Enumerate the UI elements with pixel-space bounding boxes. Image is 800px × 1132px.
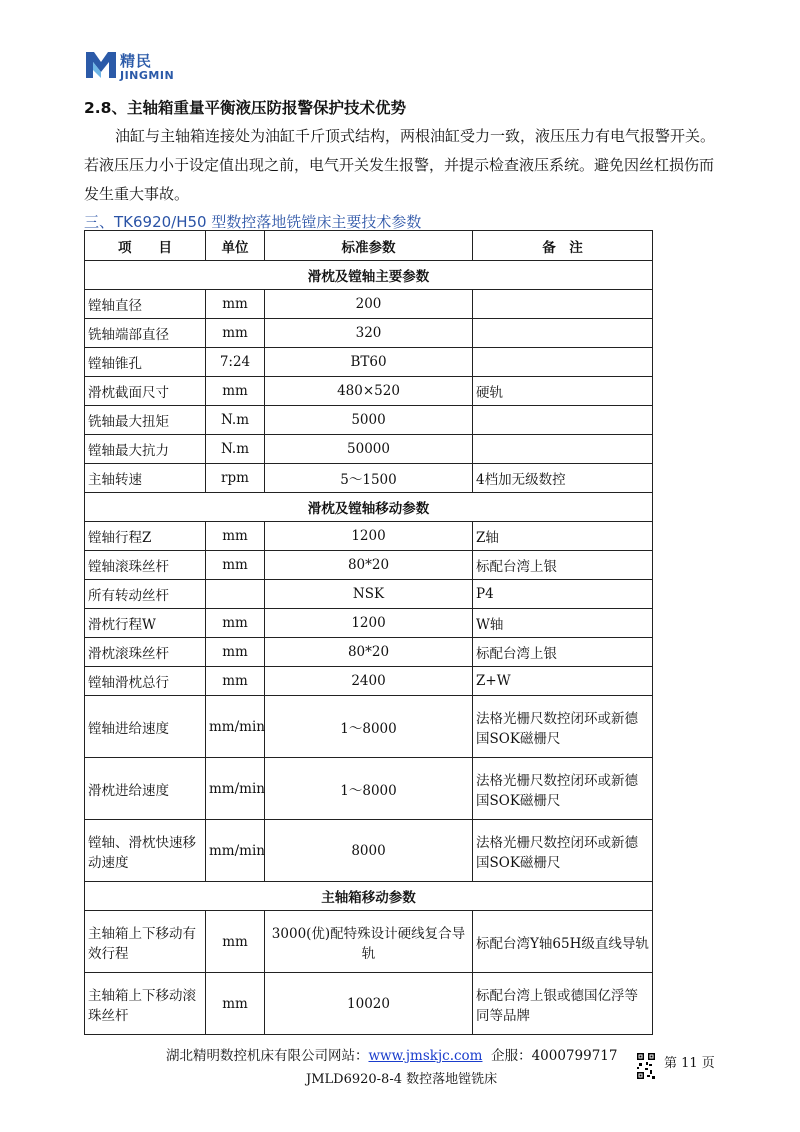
cell-remark: 标配台湾上银 xyxy=(473,638,653,667)
cell-item: 镗轴锥孔 xyxy=(85,348,206,377)
cell-item: 镗轴最大抗力 xyxy=(85,435,206,464)
cell-unit: 7:24 xyxy=(206,348,265,377)
table-row xyxy=(85,464,653,493)
cell-unit: mm xyxy=(206,609,265,638)
cell-item: 滑枕滚珠丝杆 xyxy=(85,638,206,667)
header-unit: 单位 xyxy=(206,231,265,261)
cell-item: 主轴箱上下移动滚珠丝杆 xyxy=(85,973,206,1035)
table-group-row xyxy=(85,882,653,911)
jingmin-logo-icon xyxy=(84,48,118,80)
cell-standard: 2400 xyxy=(265,667,473,696)
cell-remark: 法格光栅尺数控闭环或新德国SOK磁栅尺 xyxy=(473,696,653,758)
header-standard: 标准参数 xyxy=(265,231,473,261)
cell-item: 滑枕截面尺寸 xyxy=(85,377,206,406)
cell-standard: 200 xyxy=(265,290,473,319)
footer-doc-code: JMLD6920-8-4 数控落地镗铣床 xyxy=(306,1072,498,1087)
cell-unit: N.m xyxy=(206,406,265,435)
cell-remark: 硬轨 xyxy=(473,377,653,406)
cell-unit: mm xyxy=(206,319,265,348)
cell-standard: 320 xyxy=(265,319,473,348)
cell-standard: 8000 xyxy=(265,820,473,882)
cell-remark xyxy=(473,319,653,348)
cell-standard: 1～8000 xyxy=(265,696,473,758)
cell-remark xyxy=(473,348,653,377)
spec-table xyxy=(84,230,653,1035)
cell-remark: 4档加无级数控 xyxy=(473,464,653,493)
cell-unit: mm xyxy=(206,973,265,1035)
cell-unit: mm/min xyxy=(206,758,265,820)
cell-item: 镗轴直径 xyxy=(85,290,206,319)
cell-remark: 标配台湾Y轴65H级直线导轨 xyxy=(473,911,653,973)
cell-item: 镗轴行程Z xyxy=(85,522,206,551)
page-number: 第 11 页 xyxy=(664,1056,715,1071)
cell-unit: mm xyxy=(206,638,265,667)
table-row xyxy=(85,973,653,1035)
logo-text-cn: 精民 xyxy=(120,52,153,70)
cell-item: 镗轴滑枕总行 xyxy=(85,667,206,696)
cell-unit: mm xyxy=(206,667,265,696)
table-row xyxy=(85,551,653,580)
table-row xyxy=(85,435,653,464)
qr-code-icon xyxy=(636,1052,656,1080)
cell-item: 铣轴端部直径 xyxy=(85,319,206,348)
header-item: 项 目 xyxy=(85,231,206,261)
cell-item: 镗轴进给速度 xyxy=(85,696,206,758)
cell-unit: mm xyxy=(206,377,265,406)
cell-remark: W轴 xyxy=(473,609,653,638)
cell-item: 所有转动丝杆 xyxy=(85,580,206,609)
table-row xyxy=(85,377,653,406)
cell-remark: 标配台湾上银或德国亿浮等同等品牌 xyxy=(473,973,653,1035)
footer-contact xyxy=(166,1044,617,1064)
cell-item: 铣轴最大扭矩 xyxy=(85,406,206,435)
website-link[interactable]: www.jmskjc.com xyxy=(368,1048,483,1064)
cell-remark: P4 xyxy=(473,580,653,609)
table-row xyxy=(85,696,653,758)
cell-standard: 1200 xyxy=(265,609,473,638)
table-row xyxy=(85,609,653,638)
table-row xyxy=(85,406,653,435)
cell-unit: mm xyxy=(206,290,265,319)
cell-remark: 标配台湾上银 xyxy=(473,551,653,580)
cell-unit: mm xyxy=(206,522,265,551)
cell-standard: 1～8000 xyxy=(265,758,473,820)
table-row xyxy=(85,820,653,882)
table-group-row xyxy=(85,261,653,290)
cell-remark: Z+W xyxy=(473,667,653,696)
cell-item: 镗轴、滑枕快速移动速度 xyxy=(85,820,206,882)
cell-remark: Z轴 xyxy=(473,522,653,551)
cell-standard: 1200 xyxy=(265,522,473,551)
cell-unit: N.m xyxy=(206,435,265,464)
cell-remark xyxy=(473,290,653,319)
cell-standard: 5000 xyxy=(265,406,473,435)
cell-item: 滑枕进给速度 xyxy=(85,758,206,820)
section-title: 三、TK6920/H50 型数控落地铣镗床主要技术参数 xyxy=(84,213,422,231)
table-group-row xyxy=(85,493,653,522)
footer-phone: 企服：4000799717 xyxy=(491,1048,618,1064)
table-header-row xyxy=(85,231,653,261)
table-row xyxy=(85,667,653,696)
cell-standard: 480×520 xyxy=(265,377,473,406)
cell-standard: 80*20 xyxy=(265,638,473,667)
cell-remark xyxy=(473,406,653,435)
cell-item: 主轴箱上下移动有效行程 xyxy=(85,911,206,973)
cell-standard: BT60 xyxy=(265,348,473,377)
table-row xyxy=(85,758,653,820)
cell-standard: 80*20 xyxy=(265,551,473,580)
table-row xyxy=(85,911,653,973)
cell-remark: 法格光栅尺数控闭环或新德国SOK磁栅尺 xyxy=(473,758,653,820)
cell-unit: rpm xyxy=(206,464,265,493)
group-title: 主轴箱移动参数 xyxy=(85,882,653,911)
cell-unit xyxy=(206,580,265,609)
cell-remark: 法格光栅尺数控闭环或新德国SOK磁栅尺 xyxy=(473,820,653,882)
group-title: 滑枕及镗轴移动参数 xyxy=(85,493,653,522)
cell-item: 镗轴滚珠丝杆 xyxy=(85,551,206,580)
cell-item: 主轴转速 xyxy=(85,464,206,493)
cell-remark xyxy=(473,435,653,464)
cell-unit: mm/min xyxy=(206,696,265,758)
table-row xyxy=(85,348,653,377)
cell-standard: 3000(优)配特殊设计硬线复合导轨 xyxy=(265,911,473,973)
cell-unit: mm xyxy=(206,551,265,580)
table-row xyxy=(85,638,653,667)
company-logo xyxy=(84,44,194,92)
footer-company: 湖北精明数控机床有限公司网站： xyxy=(166,1048,369,1064)
spec-table-body xyxy=(85,261,653,1035)
header-remark: 备 注 xyxy=(473,231,653,261)
cell-standard: 10020 xyxy=(265,973,473,1035)
section-heading: 2.8、主轴箱重量平衡液压防报警保护技术优势 xyxy=(84,99,406,117)
logo-text-en: JINGMIN xyxy=(120,69,175,82)
table-row xyxy=(85,522,653,551)
table-row xyxy=(85,290,653,319)
cell-item: 滑枕行程W xyxy=(85,609,206,638)
cell-standard: NSK xyxy=(265,580,473,609)
table-row xyxy=(85,580,653,609)
cell-standard: 5～1500 xyxy=(265,464,473,493)
table-row xyxy=(85,319,653,348)
body-paragraph: 油缸与主轴箱连接处为油缸千斤顶式结构，两根油缸受力一致，液压压力有电气报警开关。若液压压力小于设定值出现之前，电气开关发生报警，并提示检查液压系统。避免因丝杠损伤而发生重大事故。 xyxy=(84,127,716,203)
cell-unit: mm/min xyxy=(206,820,265,882)
cell-standard: 50000 xyxy=(265,435,473,464)
group-title: 滑枕及镗轴主要参数 xyxy=(85,261,653,290)
cell-unit: mm xyxy=(206,911,265,973)
